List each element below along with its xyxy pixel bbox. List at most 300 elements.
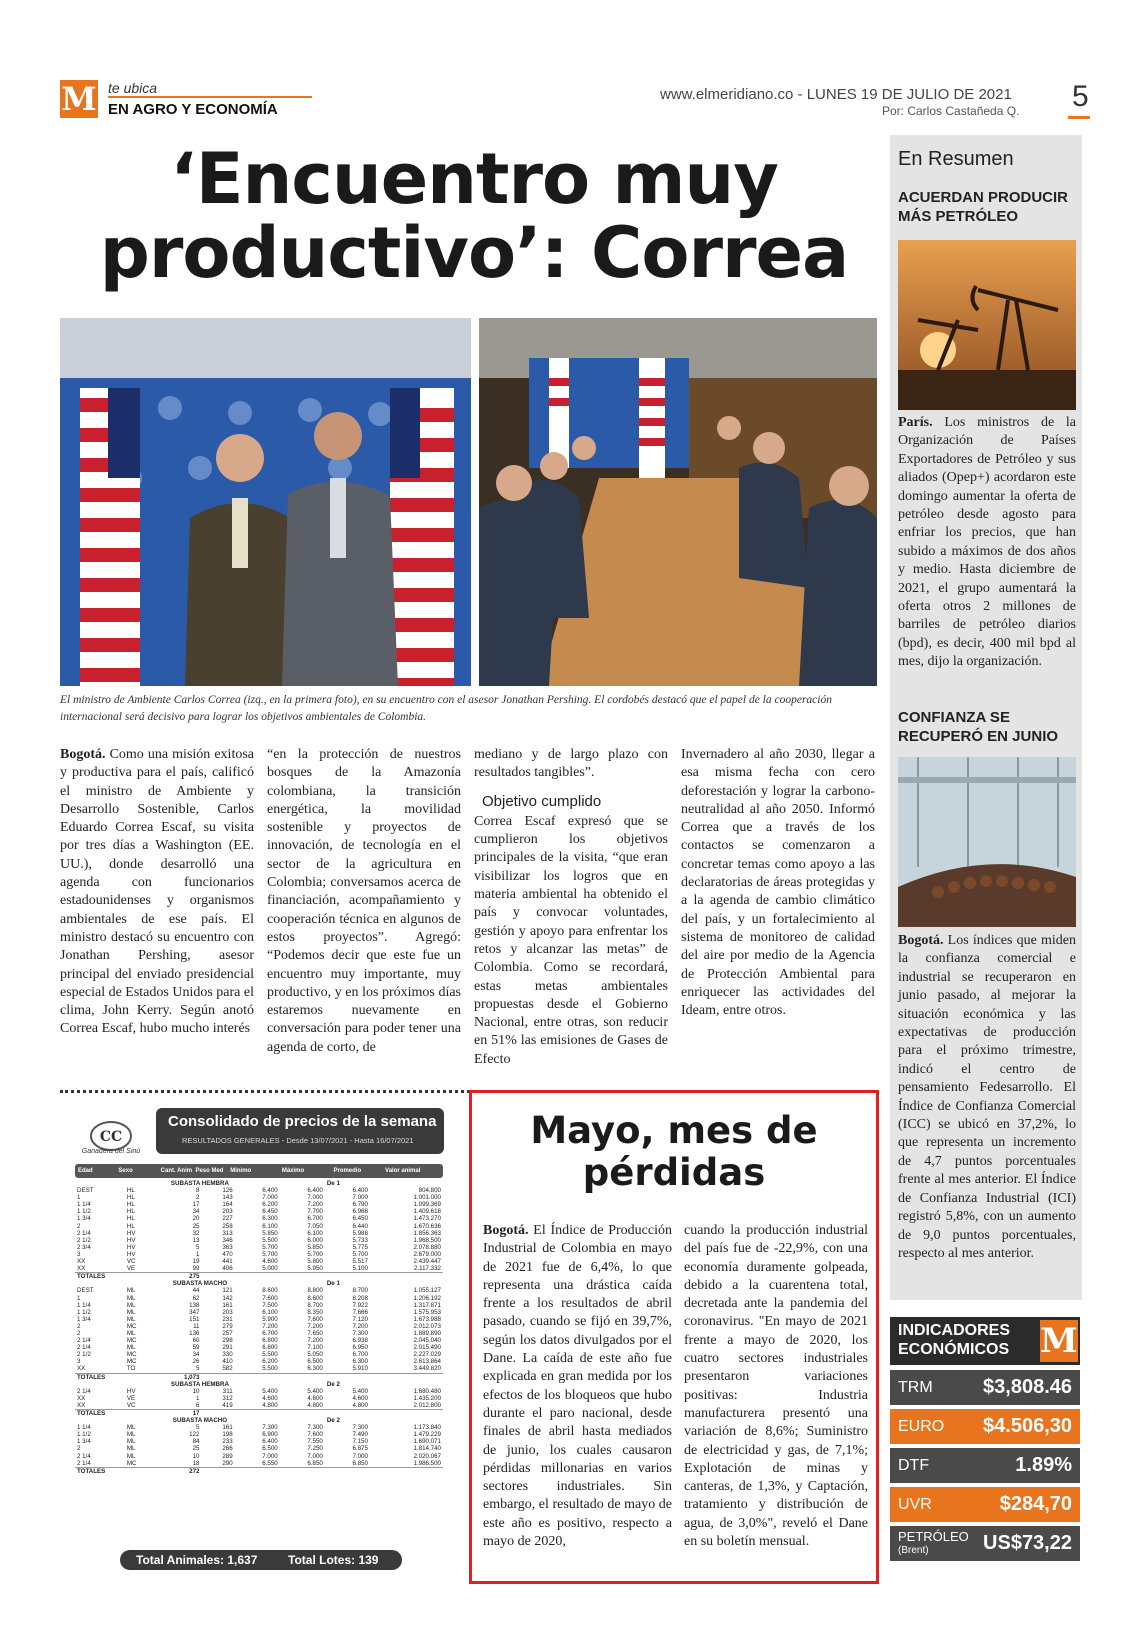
table-row — [75, 1424, 443, 1431]
totals-value: 17 — [156, 1410, 201, 1418]
totals-row — [75, 1467, 443, 1475]
section-rule — [108, 96, 312, 98]
article-column-2 — [267, 746, 461, 1057]
table-cell: 804.800 — [418, 1187, 441, 1195]
table-cell: ML — [126, 1294, 136, 1302]
table-cell: 7.000 — [307, 1452, 323, 1460]
table-row — [75, 1201, 443, 1208]
table-cell: 44 — [192, 1287, 200, 1295]
totals-row — [75, 1273, 443, 1281]
prices-column-bar — [75, 1164, 443, 1178]
table-row — [75, 1358, 443, 1365]
group-row — [75, 1180, 443, 1187]
table-cell: 2 1/4 — [77, 1452, 91, 1460]
table-cell: 6.790 — [352, 1201, 368, 1209]
table-cell: TO — [126, 1365, 136, 1373]
table-cell: 5 — [196, 1243, 200, 1251]
table-cell: 6.950 — [352, 1344, 368, 1352]
table-cell: 3 — [77, 1358, 81, 1366]
table-cell: 2 1/2 — [77, 1351, 91, 1359]
headline-line-1: ‘Encuentro muy — [170, 138, 778, 220]
sidebar-item2-title: CONFIANZA SE RECUPERÓ EN JUNIO — [898, 709, 1059, 745]
table-cell: 5.910 — [352, 1365, 368, 1373]
column-header: Cant. Anim — [160, 1168, 193, 1174]
table-cell: ML — [126, 1301, 136, 1309]
table-cell: VE — [126, 1394, 136, 1402]
table-cell: 6.900 — [262, 1431, 278, 1439]
table-cell: 6.700 — [262, 1329, 278, 1337]
table-cell: 1.206.192 — [413, 1294, 441, 1302]
table-row — [75, 1194, 443, 1201]
table-cell: 2 1/2 — [77, 1236, 91, 1244]
table-cell: 6.400 — [307, 1187, 323, 1195]
table-row — [75, 1295, 443, 1302]
table-cell: 6.200 — [262, 1201, 278, 1209]
dateline: Bogotá. — [60, 747, 106, 762]
totals-value: 1,073 — [156, 1373, 201, 1381]
table-cell: 7.000 — [352, 1194, 368, 1202]
table-cell: 6.300 — [262, 1215, 278, 1223]
table-cell: 25 — [192, 1222, 200, 1230]
table-cell: 59 — [192, 1344, 200, 1352]
table-cell: 290 — [222, 1459, 233, 1467]
group-row — [75, 1381, 443, 1388]
totals-label: TOTALES — [75, 1410, 156, 1418]
table-row — [75, 1237, 443, 1244]
group-session: De 1 — [326, 1280, 340, 1288]
section-name: EN AGRO Y ECONOMÍA — [108, 101, 278, 118]
table-cell: 5.850 — [307, 1243, 323, 1251]
table-cell: 1 3/4 — [77, 1215, 91, 1223]
table-cell: 8.700 — [307, 1301, 323, 1309]
table-cell: XX — [77, 1265, 86, 1273]
table-cell: 1.673.988 — [413, 1315, 441, 1323]
photo-factory-bottles — [898, 757, 1076, 927]
table-cell: 7.300 — [352, 1329, 368, 1337]
table-cell: 7.600 — [307, 1431, 323, 1439]
group-row — [75, 1280, 443, 1287]
table-cell: 6.700 — [352, 1351, 368, 1359]
table-row — [75, 1309, 443, 1316]
table-cell: 2.679.000 — [413, 1250, 441, 1258]
table-row — [75, 1395, 443, 1402]
table-row — [75, 1208, 443, 1215]
table-row — [75, 1244, 443, 1251]
table-cell: 1 — [77, 1294, 81, 1302]
table-cell: 363 — [222, 1243, 233, 1251]
table-cell: XX — [77, 1401, 86, 1409]
table-cell: 1.575.953 — [413, 1308, 441, 1316]
table-cell: 5.100 — [352, 1265, 368, 1273]
total-animals: Total Animales: 1,637 — [136, 1553, 258, 1567]
table-row — [75, 1453, 443, 1460]
column-text: Invernadero al año 2030, llegar a esa misma fecha con cero deforestación y lograr la carbono-neutralidad al año 2050. Informó Correa que a través de los contactos se comenzaron a concretar temas como apoyo a las declaratorias de áreas protegidas y a la agenda de cambio climático del país, y un fortalecimiento al sistema de monitoreo de calidad del aire por medio de la Agencia de Protección Ambiental para enriquecer las actividades del Ideam, entre otros. — [681, 747, 875, 1019]
table-cell: 10 — [192, 1452, 200, 1460]
subheading: Objetivo cumplido — [482, 792, 602, 810]
article-column-1 — [60, 746, 254, 1039]
table-cell: 258 — [222, 1222, 233, 1230]
table-cell: XX — [77, 1394, 86, 1402]
table-row — [75, 1316, 443, 1323]
table-cell: 4.800 — [262, 1401, 278, 1409]
table-cell: 34 — [192, 1208, 200, 1216]
table-row — [75, 1187, 443, 1194]
totals-row — [75, 1410, 443, 1418]
table-cell: 2 1/4 — [77, 1459, 91, 1467]
table-row — [75, 1223, 443, 1230]
table-cell: HL — [126, 1222, 135, 1230]
page-number-rule — [1068, 116, 1090, 119]
prices-table — [75, 1180, 443, 1475]
table-cell: 2.012.073 — [413, 1322, 441, 1330]
table-cell: 203 — [222, 1208, 233, 1216]
table-cell: 1.670.636 — [413, 1222, 441, 1230]
column-text: Como una misión exitosa y productiva para el país, calificó el ministro de Ambiente y Desarrollo Sostenible, Carlos Eduardo Correa Escaf, su visita por tres días a Washington (EE. UU.), donde desarrolló una agenda con funcionarios estadounidenses y organismos ambientales de ese país. El ministro destacó su encuentro con Jonathan Pershing, asesor principal del enviado presidencial especial de Estados Unidos para el clima, John Kerry. Según anotó Correa Escaf, hubo mucho interés — [60, 747, 255, 1037]
table-cell: 6.500 — [262, 1445, 278, 1453]
table-cell: XX — [77, 1365, 86, 1373]
table-cell: 279 — [222, 1322, 233, 1330]
table-cell: 1 1/2 — [77, 1208, 91, 1216]
indicator-euro — [890, 1409, 1080, 1444]
table-cell: HL — [126, 1208, 135, 1216]
table-cell: 347 — [189, 1308, 200, 1316]
table-cell: ML — [126, 1329, 136, 1337]
table-cell: 5.700 — [352, 1250, 368, 1258]
table-row — [75, 1302, 443, 1309]
table-cell: 1 3/4 — [77, 1315, 91, 1323]
table-cell: 5.700 — [262, 1243, 278, 1251]
table-cell: 233 — [222, 1438, 233, 1446]
table-cell: 6.400 — [352, 1187, 368, 1195]
table-cell: 7.000 — [352, 1452, 368, 1460]
indicator-value: $4.506,30 — [983, 1415, 1072, 1437]
table-cell: 6.400 — [262, 1187, 278, 1195]
indicators-title — [898, 1321, 1010, 1359]
ganadera-logo-text: Ganadera del Sinú — [81, 1148, 141, 1155]
table-row — [75, 1337, 443, 1344]
table-row — [75, 1402, 443, 1410]
table-cell: 6.200 — [262, 1358, 278, 1366]
sidebar-item1-title: ACUERDAN PRODUCIR MÁS PETRÓLEO — [898, 189, 1069, 225]
table-cell: HL — [126, 1215, 135, 1223]
indicator-trm — [890, 1370, 1080, 1405]
table-cell: 5.400 — [352, 1387, 368, 1395]
table-cell: 1.986.500 — [413, 1459, 441, 1467]
table-cell: 2.439.447 — [413, 1258, 441, 1266]
indicator-label: DTF — [898, 1457, 930, 1474]
table-cell: 4.800 — [352, 1401, 368, 1409]
table-cell: 7.922 — [352, 1301, 368, 1309]
table-cell: 11 — [193, 1322, 200, 1330]
table-cell: 10 — [192, 1387, 200, 1395]
table-cell: 1.889.890 — [413, 1329, 441, 1337]
table-cell: 203 — [222, 1308, 233, 1316]
table-cell: DEST — [77, 1187, 94, 1195]
table-cell: 5.700 — [307, 1250, 323, 1258]
table-cell: 8.800 — [307, 1287, 323, 1295]
svg-text:CC: CC — [99, 1129, 123, 1145]
table-cell: 441 — [222, 1258, 233, 1266]
table-cell: 1.680.480 — [413, 1387, 441, 1395]
table-cell: ML — [126, 1287, 136, 1295]
table-cell: MC — [126, 1358, 137, 1366]
group-name: SUBASTA MACHO — [172, 1417, 228, 1425]
table-cell: ML — [126, 1438, 136, 1446]
table-cell: 6.800 — [262, 1344, 278, 1352]
headline-line-2: productivo’: Correa — [99, 212, 849, 294]
table-cell: 8.208 — [352, 1294, 368, 1302]
column-header: Máximo — [281, 1168, 305, 1174]
table-cell: HV — [126, 1250, 136, 1258]
table-row — [75, 1438, 443, 1445]
indicator-petróleo — [890, 1526, 1080, 1561]
table-cell: 2 — [196, 1194, 200, 1202]
table-cell: 410 — [222, 1358, 233, 1366]
table-cell: ML — [126, 1452, 136, 1460]
table-cell: 7.200 — [307, 1322, 323, 1330]
total-lots: Total Lotes: 139 — [288, 1553, 379, 1567]
table-cell: 151 — [189, 1315, 200, 1323]
table-row — [75, 1323, 443, 1330]
group-row — [75, 1417, 443, 1424]
table-cell: 1.814.740 — [413, 1445, 441, 1453]
sidebar-item1-text — [898, 414, 1076, 672]
table-cell: 5.800 — [307, 1258, 323, 1266]
byline: Por: Carlos Castañeda Q. — [882, 104, 1020, 118]
table-cell: 6.000 — [307, 1236, 323, 1244]
photo-minister-pershing — [60, 318, 471, 686]
table-cell: 7.490 — [352, 1431, 368, 1439]
table-cell: 2.227.029 — [413, 1351, 441, 1359]
table-cell: ML — [126, 1431, 136, 1439]
table-cell: 19 — [192, 1258, 200, 1266]
group-session: De 2 — [326, 1417, 340, 1425]
table-cell: 1 1/2 — [77, 1308, 91, 1316]
indicator-uvr — [890, 1487, 1080, 1522]
table-cell: 6.100 — [307, 1229, 323, 1237]
table-cell: 3.449.820 — [413, 1365, 441, 1373]
table-cell: 227 — [222, 1215, 233, 1223]
table-cell: 6.700 — [307, 1215, 323, 1223]
table-cell: 313 — [222, 1229, 233, 1237]
column-text: cuando la producción industrial del país fue de -22,9%, con una economía duramente golpeada, debido a la cuarentena total, decretada ante la pandemia del coronavirus. "En mayo de 2021 frente a mayo de 2020, los cuatro sectores industriales presentaron variaciones positivas: Industria manufacturera presentó una variación de 8,6%; Suministro de electricidad y gas, de 7,1%; Explotación de minas y canteras, de 1,3%, y Captación, tratamiento y distribución de agua, de 3,0%", reveló el Dane en su boletín mensual. — [684, 1223, 868, 1550]
table-cell: 5.850 — [262, 1229, 278, 1237]
table-cell: 1.479.229 — [413, 1431, 441, 1439]
table-cell: 1.317.871 — [413, 1301, 441, 1309]
table-cell: 13 — [192, 1236, 200, 1244]
sidebar-title: En Resumen — [898, 148, 1014, 170]
indicator-label: EURO — [898, 1418, 945, 1435]
table-cell: 5.500 — [262, 1236, 278, 1244]
article-column-4 — [681, 746, 875, 1020]
table-cell: 7.000 — [262, 1194, 278, 1202]
totals-value: 272 — [156, 1467, 201, 1475]
table-cell: 6.850 — [352, 1459, 368, 1467]
table-cell: 17 — [192, 1201, 200, 1209]
photo-caption: El ministro de Ambiente Carlos Correa (izq., en la primera foto), en su encuentro con el asesor Jonathan Pershing. El cordobés destacó que el papel de la cooperación internacional será decisivo para lograr los objetivos ambientales de Colombia. — [60, 694, 832, 723]
table-cell: 6.300 — [352, 1358, 368, 1366]
table-cell: 2 1/4 — [77, 1229, 91, 1237]
table-cell: 2 1/4 — [77, 1344, 91, 1352]
table-cell: 1 — [77, 1194, 81, 1202]
table-row — [75, 1431, 443, 1438]
indicators-title-line2: ECONÓMICOS — [898, 1341, 1010, 1358]
table-cell: XX — [77, 1258, 86, 1266]
table-cell: 5.050 — [307, 1351, 323, 1359]
table-cell: VC — [126, 1401, 136, 1409]
table-cell: 2.015.490 — [413, 1344, 441, 1352]
date-line: www.elmeridiano.co - LUNES 19 DE JULIO DE 2021 — [660, 86, 1012, 103]
table-cell: 1.856.363 — [413, 1229, 441, 1237]
table-cell: ML — [126, 1344, 136, 1352]
table-row — [75, 1365, 443, 1373]
table-cell: MC — [126, 1337, 137, 1345]
table-cell: 2.613.864 — [413, 1358, 441, 1366]
table-cell: 8.350 — [307, 1308, 323, 1316]
table-cell: 7.050 — [307, 1222, 323, 1230]
table-cell: 291 — [222, 1344, 233, 1352]
table-cell: 7.120 — [352, 1315, 368, 1323]
article-column-3 — [474, 746, 668, 1069]
table-cell: 164 — [222, 1201, 233, 1209]
table-cell: 6 — [196, 1401, 200, 1409]
table-cell: 2 — [77, 1329, 81, 1337]
indicator-label: PETRÓLEO — [898, 1529, 969, 1544]
table-row — [75, 1351, 443, 1358]
table-cell: 7.200 — [262, 1322, 278, 1330]
sidebar-item2-text — [898, 932, 1076, 1263]
table-cell: 4.600 — [307, 1394, 323, 1402]
table-cell: 18 — [192, 1459, 200, 1467]
photo-oil-pumps — [898, 240, 1076, 410]
table-cell: 289 — [222, 1452, 233, 1460]
dateline: París. — [898, 415, 933, 430]
table-cell: 231 — [222, 1315, 233, 1323]
table-cell: 26 — [192, 1358, 200, 1366]
table-cell: 5.988 — [352, 1229, 368, 1237]
table-cell: 6.100 — [262, 1308, 278, 1316]
box-title-line1: Mayo, mes de — [530, 1109, 818, 1152]
table-cell: 161 — [222, 1424, 233, 1432]
table-cell: 7.650 — [307, 1329, 323, 1337]
table-cell: 1 1/2 — [77, 1431, 91, 1439]
column-text: El Índice de Producción Industrial de Colombia en mayo de 2021 fue de 6,4%, lo que representa una drástica caída frente a los resultados de abril pasado, cuando se fijó en 39,7%, según los datos divulgados por el Dane. La caída de este año fue explicada en gran medida por los efectos de los bloqueos que hubo durante el paro nacional, desde finales de abril hasta mediados de junio, los cuales causaron pérdidas millonarias en varios sectores industriales. Sin embargo, el resultado de mayo de este año es positivo, respecto a mayo de 2020, — [483, 1223, 673, 1550]
table-cell: 5.400 — [262, 1387, 278, 1395]
table-cell: 121 — [222, 1287, 233, 1295]
table-cell: 32 — [192, 1229, 200, 1237]
indicators-logo: M — [1040, 1321, 1078, 1361]
table-cell: 34 — [192, 1351, 200, 1359]
table-cell: MC — [126, 1322, 137, 1330]
table-cell: 7.300 — [262, 1424, 278, 1432]
table-cell: 5.400 — [307, 1387, 323, 1395]
table-cell: 5 — [196, 1424, 200, 1432]
table-cell: 143 — [222, 1194, 233, 1202]
table-row — [75, 1344, 443, 1351]
table-cell: 60 — [192, 1337, 200, 1345]
table-cell: MC — [126, 1351, 137, 1359]
table-cell: 2.045.040 — [413, 1337, 441, 1345]
table-cell: 1.099.369 — [413, 1201, 441, 1209]
table-cell: 582 — [222, 1365, 233, 1373]
page-number: 5 — [1072, 80, 1089, 113]
table-cell: 1 3/4 — [77, 1438, 91, 1446]
column-text: Correa Escaf expresó que se cumplieron los objetivos principales de la visita, “que eran visibilizar los logros que en materia ambiental ha obtenido el país y convocar voluntades, gestión y apoyo para enfrentar los retos y alcanzar las metas” de Colombia. Como se recordará, estas metas ambientales propuestas desde el Gobierno Nacional, entre otras, son reducir en 51% las emisiones de Gases de Efecto — [474, 813, 668, 1067]
dateline: Bogotá. — [898, 933, 944, 948]
table-cell: 136 — [189, 1329, 200, 1337]
table-cell: 6.500 — [307, 1358, 323, 1366]
table-cell: 346 — [222, 1236, 233, 1244]
table-cell: 6.938 — [352, 1337, 368, 1345]
table-cell: 138 — [189, 1301, 200, 1309]
table-cell: HV — [126, 1236, 136, 1244]
prices-subtitle: RESULTADOS GENERALES - Desde 13/07/2021 - Hasta 16/07/2021 — [182, 1136, 414, 1145]
table-cell: 6.850 — [307, 1459, 323, 1467]
sidebar-text: Los ministros de la Organización de Países Exportadores de Petróleo y sus aliados (Opep+) acordaron este domingo aumentar la oferta de petróleo desde agosto para enfriar los precios, que han subido a máximos de dos años y medio. Hasta diciembre de 2021, el grupo aumentará la oferta otros 2 millones de barriles de petróleo diarios (bpd), es decir, 400 mil bpd al mes, dijo la organización. — [898, 415, 1077, 670]
table-cell: 6.875 — [352, 1445, 368, 1453]
group-name: SUBASTA MACHO — [172, 1280, 228, 1288]
table-cell: 1 1/4 — [77, 1201, 91, 1209]
group-name: SUBASTA HEMBRA — [170, 1380, 229, 1388]
table-cell: 1 1/4 — [77, 1424, 91, 1432]
table-cell: 7.200 — [307, 1201, 323, 1209]
table-cell: ML — [126, 1315, 136, 1323]
box-column-2 — [684, 1222, 868, 1551]
table-cell: 6.550 — [262, 1459, 278, 1467]
table-cell: 4.600 — [262, 1258, 278, 1266]
column-header: Promedio — [333, 1168, 362, 1174]
table-cell: 2.117.332 — [413, 1265, 441, 1273]
table-cell: HL — [126, 1187, 135, 1195]
table-cell: 1.435.200 — [413, 1394, 441, 1402]
table-cell: 330 — [222, 1351, 233, 1359]
table-cell: 6.968 — [352, 1208, 368, 1216]
table-row — [75, 1230, 443, 1237]
table-cell: DEST. — [77, 1287, 95, 1295]
table-cell: 5.517 — [352, 1258, 368, 1266]
table-cell: 25 — [192, 1445, 200, 1453]
totals-label: TOTALES — [75, 1467, 156, 1475]
table-row — [75, 1215, 443, 1222]
table-cell: 6.100 — [262, 1222, 278, 1230]
table-row — [75, 1251, 443, 1258]
table-cell: 7.666 — [352, 1308, 368, 1316]
table-cell: 7.300 — [352, 1424, 368, 1432]
indicator-sublabel: (Brent) — [898, 1545, 929, 1556]
table-cell: 406 — [222, 1265, 233, 1273]
table-cell: 6.450 — [262, 1208, 278, 1216]
table-cell: 2.078.880 — [413, 1243, 441, 1251]
box-title-line2: pérdidas — [582, 1151, 766, 1194]
column-header: Sexo — [118, 1168, 133, 1174]
table-cell: 5.775 — [352, 1243, 368, 1251]
table-cell: 7.550 — [307, 1438, 323, 1446]
table-cell: 1.690.071 — [413, 1438, 441, 1446]
table-cell: 4.600 — [352, 1394, 368, 1402]
indicator-value: $284,70 — [999, 1493, 1072, 1515]
column-text: mediano y de largo plazo con resultados tangibles”. — [474, 747, 668, 781]
table-cell: 6.800 — [262, 1337, 278, 1345]
column-header: Mínimo — [230, 1168, 252, 1174]
table-cell: ML — [126, 1445, 136, 1453]
table-cell: 2 — [77, 1445, 81, 1453]
table-cell: 7.500 — [262, 1301, 278, 1309]
table-cell: 4.600 — [262, 1394, 278, 1402]
table-cell: 5.500 — [262, 1365, 278, 1373]
table-cell: HV — [126, 1229, 136, 1237]
table-cell: 84 — [192, 1438, 200, 1446]
table-cell: 312 — [222, 1394, 233, 1402]
